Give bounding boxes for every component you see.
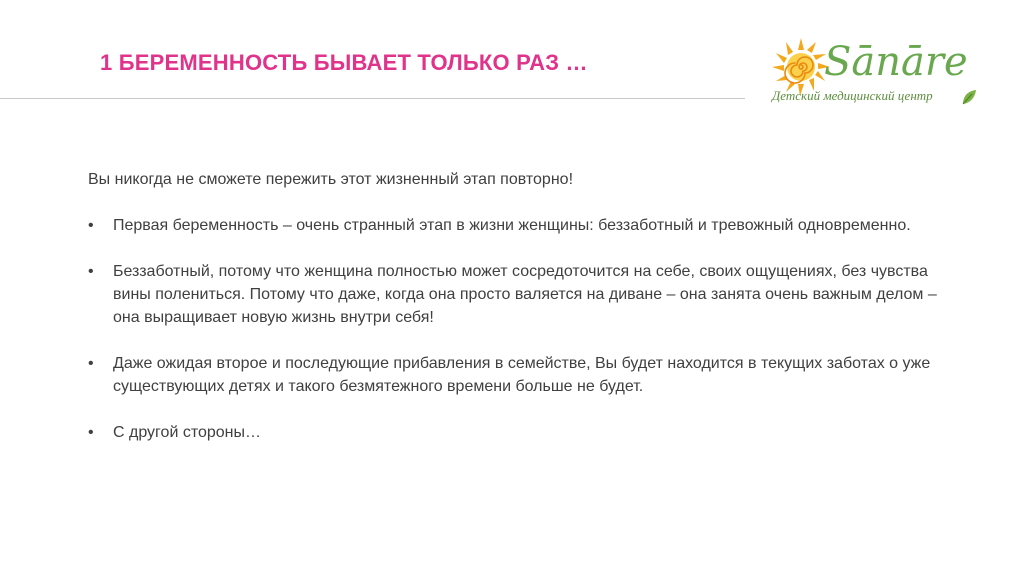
bullet-list: [88, 214, 948, 444]
list-item: [88, 260, 948, 329]
logo-name: Sānāre: [824, 39, 968, 85]
title-divider: [0, 98, 745, 99]
bullet-marker: •: [88, 217, 94, 234]
bullet-text: Даже ожидая второе и последующие прибавления в семействе, Вы будет находится в текущих заботах о уже существующих детях и такого безмятежного времени больше не будет.: [113, 355, 931, 395]
leaf-icon: [960, 88, 978, 106]
bullet-marker: •: [88, 355, 94, 372]
logo-subtitle: Детский медицинский центр: [772, 88, 933, 103]
list-item: [88, 352, 948, 398]
list-item: [88, 421, 948, 444]
bullet-marker: •: [88, 424, 94, 441]
list-item: [88, 214, 948, 237]
bullet-text: С другой стороны…: [113, 424, 261, 441]
bullet-text: Беззаботный, потому что женщина полностью может сосредоточится на себе, своих ощущениях, без чувства вины полениться. Потому что даже, когда она просто валяется на диване – она занята очень важным делом – она выращивает новую жизнь внутри себя!: [113, 263, 937, 326]
slide-body: [88, 168, 948, 467]
bullet-text: Первая беременность – очень странный этап в жизни женщины: беззаботный и тревожный одновременно.: [113, 217, 911, 234]
intro-text: Вы никогда не сможете пережить этот жизненный этап повторно!: [88, 171, 574, 188]
slide-title: 1 БЕРЕМЕННОСТЬ БЫВАЕТ ТОЛЬКО РАЗ …: [100, 50, 588, 75]
sanare-logo: [770, 36, 990, 116]
bullet-marker: •: [88, 263, 94, 280]
